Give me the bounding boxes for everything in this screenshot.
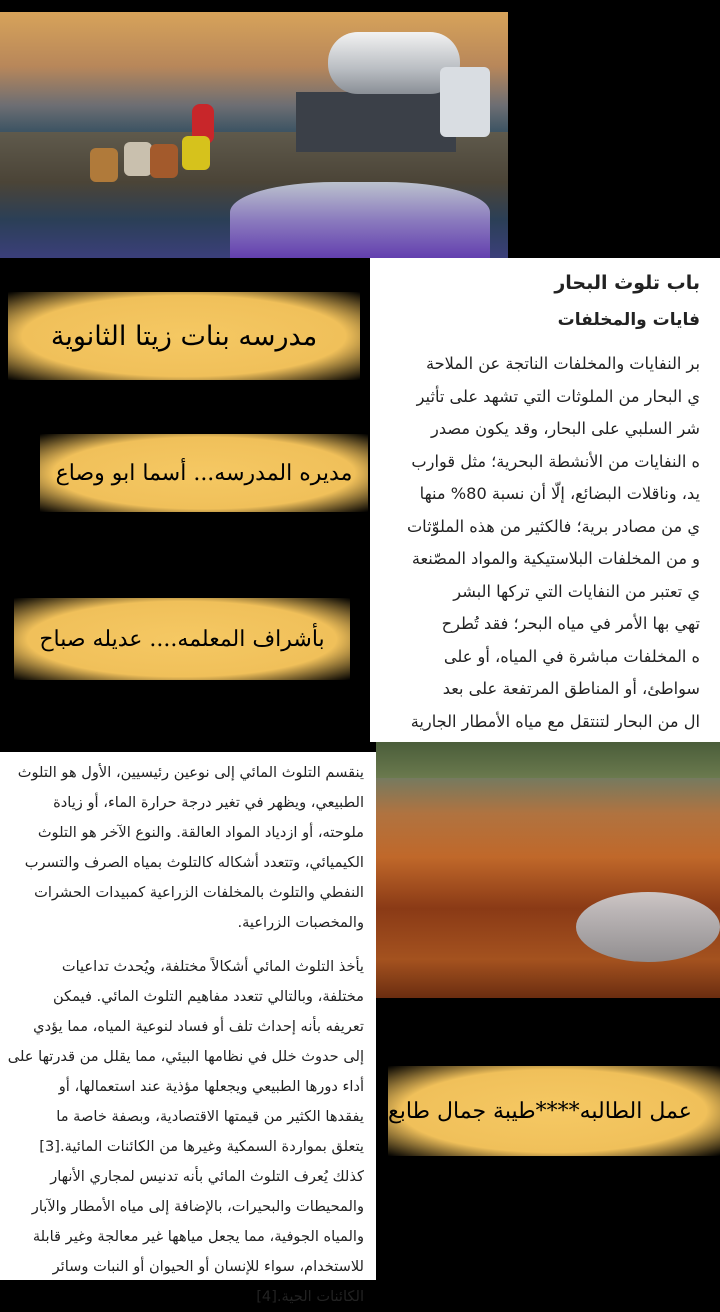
article-line: ه النفايات من الأنشطة البحرية؛ مثل قوارب (411, 451, 700, 471)
article-body (280, 348, 700, 771)
article-line: إلى حدوث خلل في نظامها البيئي، مما يقلل من قدرتها على (7, 1048, 364, 1065)
article-line: سواطئ، أو المناطق المرتفعة على بعد (442, 679, 700, 698)
article-body (0, 758, 364, 1312)
truck-cab (440, 67, 490, 137)
pollution-tanker-photo (0, 12, 508, 258)
article-sea-pollution (370, 258, 720, 742)
article-line: ه المخلفات مباشرة في المياه، أو على (443, 646, 700, 666)
article-line: النفطي والتلوث بالمخلفات الزراعية كمبيدات الحشرات (34, 884, 364, 901)
barrel (90, 148, 118, 182)
article-line: يفقدها الكثير من قيمتها الاقتصادية، وبصفة خاصة ما (56, 1108, 364, 1125)
article-line: والمياه الجوفية، مما يجعل مياهها غير معالجة وغير قابلة (32, 1228, 364, 1245)
teacher-label: بأشراف المعلمه.... عديله صباح (14, 598, 350, 680)
article-line: شر السلبي على البحار، وقد يكون مصدر (431, 419, 700, 438)
article-line: والمحيطات والبحيرات، بالإضافة إلى مياه الأمطار والآبار (31, 1198, 364, 1215)
school-name-label: مدرسه بنات زيتا الثانوية (8, 292, 360, 380)
polluted-water-flow (230, 182, 490, 258)
article-line: ي تعتبر من النفايات التي تركها البشر (453, 581, 700, 601)
article-line: ي البحار من الملوثات التي تشهد على تأثير (416, 386, 700, 406)
student-label: عمل الطالبه****طيبة جمال طابع (388, 1066, 720, 1156)
article-line: تعريفه بأنه إحداث تلف أو فساد لنوعية المياه، مما يؤدي (33, 1018, 364, 1035)
article-line: كذلك يُعرف التلوث المائي بأنه تدنيس لمجاري الأنهار (50, 1168, 364, 1185)
toxic-barrel-icon (182, 136, 210, 170)
barrel (150, 144, 178, 178)
article-line: ينقسم التلوث المائي إلى نوعين رئيسيين، الأول هو التلوث (17, 764, 364, 781)
article-line: الطبيعي، ويظهر في تغير درجة حرارة الماء، أو زيادة (53, 794, 364, 811)
article-line: أداء دورها الطبيعي ويجعلها مؤذية عند استعمالها، أو (58, 1078, 364, 1095)
polluted-river-photo (376, 742, 720, 998)
article-line: مختلفة، وبالتالي تتعدد مفاهيم التلوث المائي. فيمكن (52, 988, 364, 1005)
principal-label: مديره المدرسه... أسما ابو وصاع (40, 434, 368, 512)
article-line: و من المخلفات البلاستيكية والمواد المصّنعة (411, 549, 700, 568)
article-line: يد، وناقلات البضائع، إلّا أن نسبة 80% منها (419, 484, 700, 503)
article-line: يتعلق بمواردة السمكية وغيرها من الكائنات المائية.[3] (39, 1138, 364, 1155)
article-line: بر النفايات والمخلفات الناتجة عن الملاحة (425, 354, 700, 373)
article-line: الكائنات الحية.[4] (256, 1288, 364, 1305)
article-line: تهي بها الأمر في مياه البحر؛ فقد تُطرح (441, 614, 700, 633)
article-water-pollution (0, 752, 376, 1305)
river-water (576, 892, 720, 962)
article-line: للاستخدام، سواء للإنسان أو الحيوان أو النبات وسائر (52, 1258, 364, 1275)
truck-chassis (296, 92, 456, 152)
article-line: ي من مصادر برية؛ فالكثير من هذه الملوّثات (406, 516, 700, 536)
tree-line (376, 742, 720, 778)
article-line: ملوحته، أو ازدياد المواد العالقة. والنوع الآخر هو التلوث (37, 824, 364, 841)
article-line: والمخصبات الزراعية. (237, 914, 364, 931)
article-subtitle: فايات والمخلفات (557, 310, 700, 330)
barrel (124, 142, 152, 176)
article-line: ال من البحار لتنتقل مع مياه الأمطار الجارية (410, 711, 700, 731)
article-line: يأخذ التلوث المائي أشكالاً مختلفة، ويُحدث تداعيات (61, 958, 364, 975)
article-title: باب تلوث البحار (554, 272, 700, 294)
article-line: الكيميائي، وتتعدد أشكاله كالتلوث بمياه الصرف والتسرب (24, 854, 364, 871)
